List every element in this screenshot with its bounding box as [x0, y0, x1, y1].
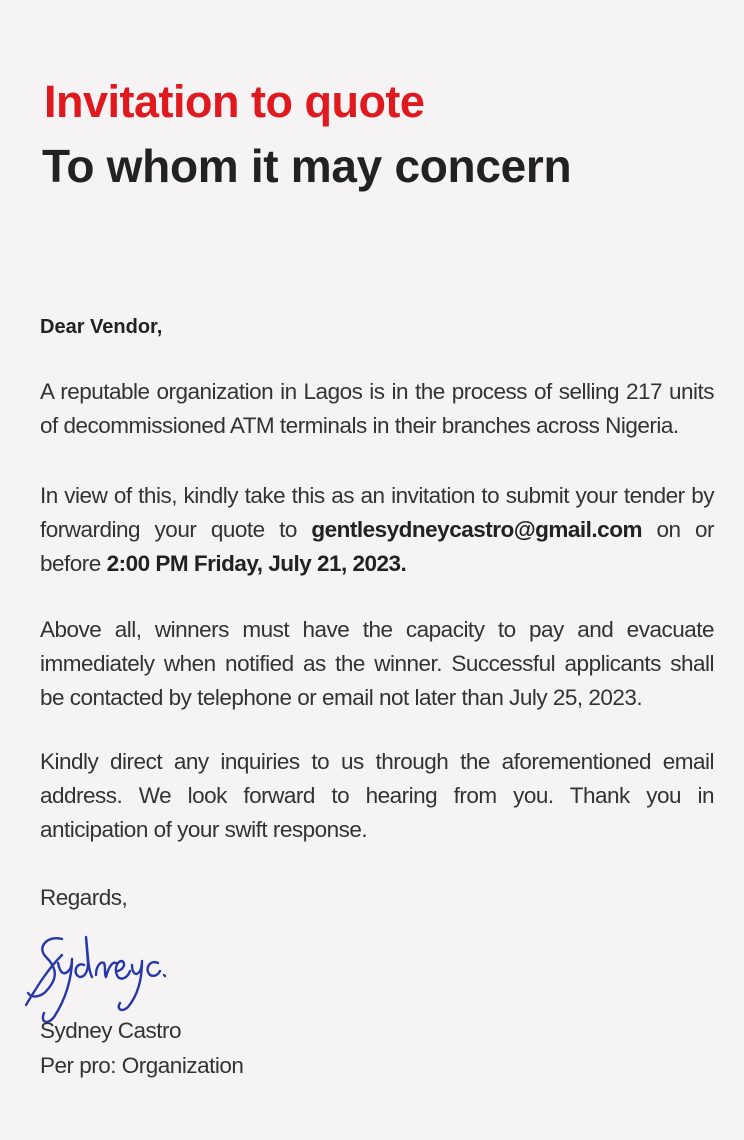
paragraph-winner-requirements: Above all, winners must have the capacity to pay and evacuate immediately when notified as the winner. Successful applicants shall be contacted by telephone or email not later than July 25, 2023.: [40, 617, 714, 710]
tender-text-middle: on or before: [40, 517, 714, 576]
salutation: Dear Vendor,: [40, 316, 163, 338]
paragraph-inquiries: Kindly direct any inquiries to us through the aforementioned email address. We look forward to hearing from you. Thank you in anticipation of your swift response.: [40, 749, 714, 842]
submission-deadline: 2:00 PM Friday, July 21, 2023.: [106, 551, 407, 576]
closing-regards: Regards,: [40, 885, 128, 910]
paragraph-tender-invitation: [40, 479, 714, 581]
document-subtitle: To whom it may concern: [42, 140, 572, 192]
tender-text-start: In view of this, kindly take this as an invitation to submit your tender by forwarding your quote to: [40, 483, 714, 542]
document-title: Invitation to quote: [44, 76, 425, 127]
contact-email: gentlesydneycastro@gmail.com: [311, 517, 642, 542]
paragraph-sale-announcement: A reputable organization in Lagos is in the process of selling 217 units of decommissioned ATM terminals in their branches across Nigeria.: [40, 379, 714, 438]
per-pro-line: Per pro: Organization: [40, 1053, 244, 1078]
signer-name: Sydney Castro: [40, 1018, 182, 1043]
handwritten-signature: [18, 925, 168, 1025]
